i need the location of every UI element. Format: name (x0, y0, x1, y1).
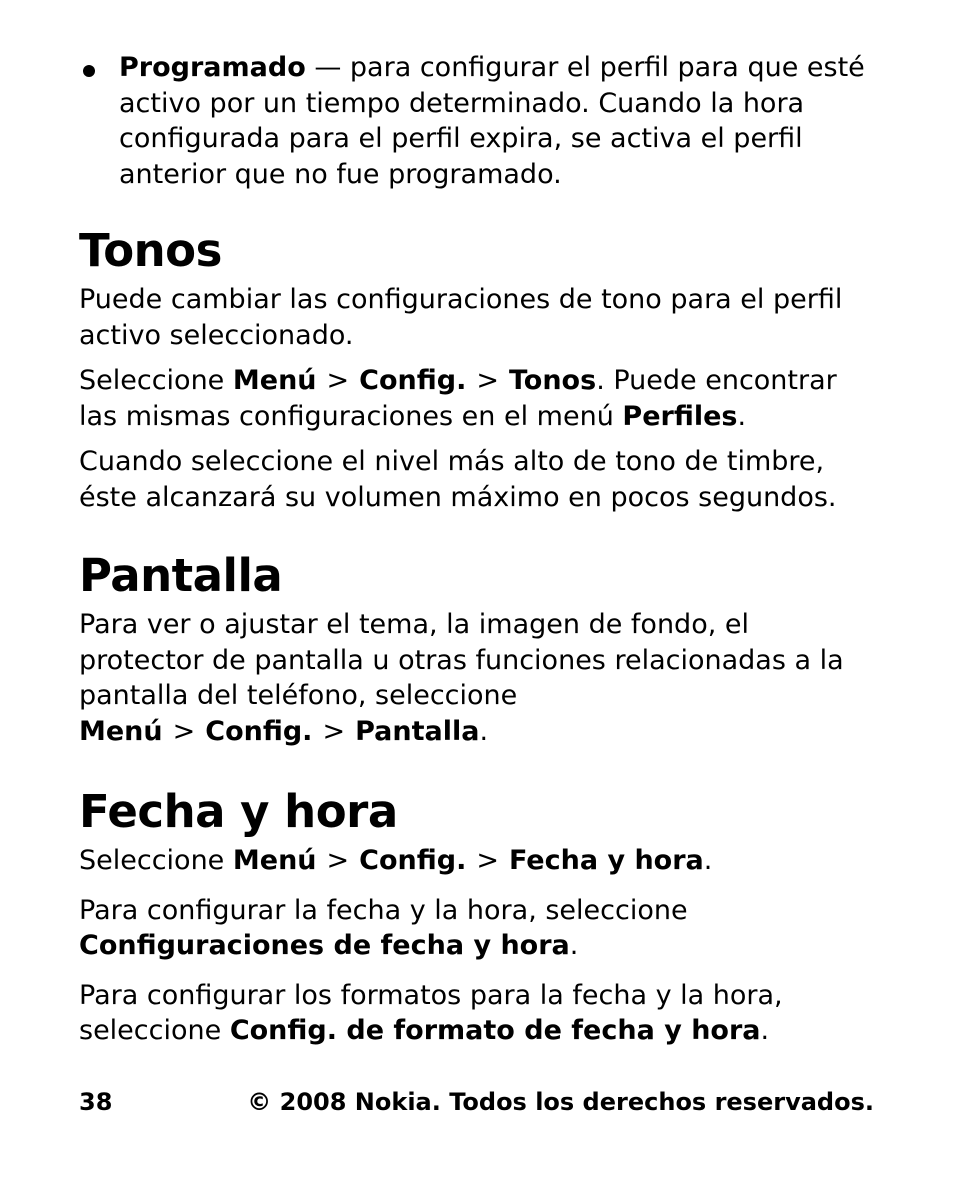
tonos-paragraph-2 (79, 363, 879, 434)
heading-fecha-y-hora: Fecha y hora (79, 785, 398, 838)
page-number: 38 (79, 1088, 113, 1116)
menu-path-tonos: Tonos (508, 365, 597, 396)
menu-path-separator: > (326, 845, 350, 876)
tonos-paragraph-1: Puede cambiar las configuraciones de tono para el perfil activo seleccionado. (79, 284, 843, 351)
tonos-p2-end: . (737, 400, 747, 432)
menu-path-separator: > (476, 845, 499, 876)
page-footer (79, 1088, 874, 1116)
fecha-p2-bold: Configuraciones de fecha y hora (79, 930, 570, 961)
fecha-p3-bold: Config. de formato de fecha y hora (229, 1015, 761, 1046)
menu-path-menu: Menú (232, 365, 317, 396)
pantalla-p1-text: Para ver o ajustar el tema, la imagen de fondo, el protector de pantalla u otras funciones relacionadas a la pantalla del teléfono, seleccione (79, 609, 844, 711)
fecha-paragraph-2 (79, 893, 879, 964)
tonos-p2-prefix: Seleccione (79, 365, 233, 396)
menu-path-perfiles: Perfiles (622, 400, 738, 432)
bullet-text: — para configurar el perfil para que esté activo por un tiempo determinado. Cuando la hora configurada para el perfil expira, se activa el perfil anterior que no fue programado. (119, 52, 865, 190)
menu-path-pantalla: Pantalla (355, 715, 480, 747)
fecha-p3-end: . (760, 1015, 770, 1046)
tonos-p2-mid: . Puede encontrar las mismas configuraciones en el menú (79, 365, 837, 432)
fecha-p2-text: Para configurar la fecha y la hora, seleccione (79, 894, 688, 926)
tonos-paragraph-3: Cuando seleccione el nivel más alto de tono de timbre, éste alcanzará su volumen máximo en pocos segundos. (79, 446, 837, 513)
menu-path-fecha-y-hora: Fecha y hora (508, 845, 704, 876)
menu-path-separator: > (322, 715, 346, 747)
page-content (79, 50, 879, 1049)
copyright-notice: © 2008 Nokia. Todos los derechos reservados. (247, 1088, 874, 1116)
bullet-dot-icon (83, 65, 95, 77)
menu-path-separator: > (172, 715, 196, 747)
bullet-term: Programado (119, 52, 306, 83)
menu-path-config: Config. (205, 715, 313, 747)
fecha-p2-end: . (569, 930, 579, 961)
fecha-p1-prefix: Seleccione (79, 845, 233, 876)
pantalla-p1-end: . (479, 715, 489, 747)
pantalla-paragraph-1 (79, 607, 879, 749)
fecha-p3-text: Para configurar los formatos para la fecha y la hora, seleccione (79, 979, 783, 1046)
menu-path-separator: > (476, 365, 499, 396)
menu-path-config: Config. (359, 365, 467, 396)
menu-path-menu: Menú (232, 845, 317, 876)
menu-path-config: Config. (359, 845, 467, 876)
heading-tonos: Tonos (79, 224, 222, 277)
menu-path-separator: > (326, 365, 350, 396)
fecha-paragraph-3 (79, 978, 879, 1049)
heading-pantalla: Pantalla (79, 549, 283, 602)
fecha-paragraph-1 (79, 843, 879, 879)
bullet-item-programado (79, 50, 879, 192)
menu-path-menu: Menú (79, 715, 163, 747)
fecha-p1-end: . (703, 845, 713, 876)
